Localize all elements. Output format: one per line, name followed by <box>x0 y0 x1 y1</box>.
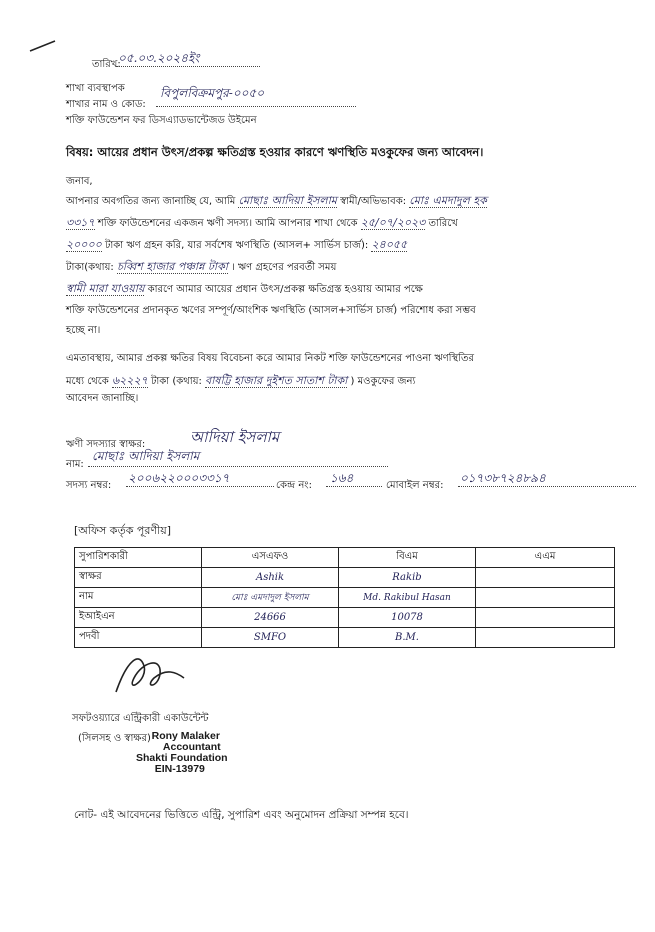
am-name <box>476 588 615 608</box>
para1-text-2: স্বামী/অভিভাবক: <box>340 196 407 207</box>
para1-text-9: শক্তি ফাউন্ডেশনের প্রদানকৃত ঋণের সম্পূর্ণ/আংশিক ঋণস্থিতি (আসল+সার্ভিস চার্জ) পরিশোধ করা সম্ভব <box>66 305 476 316</box>
para2-text-4: ) মওকুফের জন্য <box>350 376 416 387</box>
para2-text-1: এমতাবস্থায়, আমার প্রকল্প ক্ষতির বিষয় বিবেচনা করে আমার নিকট শক্তি ফাউন্ডেশনের পাওনা ঋণস্থিতির <box>66 353 475 364</box>
stamp-name: Rony Malaker <box>151 730 220 742</box>
para1-line1 <box>66 190 487 213</box>
subject-line: বিষয়: আয়ের প্রধান উৎস/প্রকল্প ক্ষতিগ্রস্ত হওয়ার কারণে ঋণস্থিতি মওকুফের জন্য আবেদন। <box>66 145 484 159</box>
table-row <box>75 588 615 608</box>
organization-name: শক্তি ফাউন্ডেশন ফর ডিসএ্যাডভান্টেজড উইমেন <box>66 115 257 126</box>
para1-text-10: হচ্ছে না। <box>66 325 101 336</box>
row-label-designation: পদবী <box>75 628 202 648</box>
waive-words-fill: বাষট্টি হাজার দুইশত সাতাশ টাকা <box>205 374 348 387</box>
office-table <box>74 547 615 648</box>
accountant-stamp <box>136 730 228 775</box>
bm-ein: 10078 <box>339 608 476 628</box>
center-number-label: কেন্দ্র নং: <box>276 480 312 491</box>
table-row <box>75 628 615 648</box>
waive-amount-fill: ৬২২২৭ <box>112 374 148 387</box>
sfo-name: মোঃ এমদাদুল ইসলাম <box>202 588 339 608</box>
para1-text-8: কারণে আমার আয়ের প্রধান উৎস/প্রকল্প ক্ষতিগ্রস্ত হওয়ায় আমার পক্ষে <box>147 284 423 295</box>
member-number-value: ২০০৬২২০০০৩৩১৭ <box>128 471 230 485</box>
am-ein <box>476 608 615 628</box>
accountant-signature <box>104 648 190 700</box>
header-am: এএম <box>476 548 615 568</box>
row-label-signature: স্বাক্ষর <box>75 568 202 588</box>
guardian-fill: মোঃ এমদাদুল হক <box>409 194 487 207</box>
header-recommender: সুপারিশকারী <box>75 548 202 568</box>
reason-fill: স্বামী মারা যাওয়ায় <box>66 282 145 295</box>
para2-text-3: টাকা (কথায়: <box>150 376 202 387</box>
para1-line3 <box>66 234 407 257</box>
sfo-ein: 24666 <box>202 608 339 628</box>
member-name-value: মোছাঃ আদিয়া ইসলাম <box>92 449 200 463</box>
para1-text-6: টাকা(কথায়: <box>66 262 114 273</box>
branch-label: শাখার নাম ও কোড: <box>66 99 146 110</box>
para1-text-7: । ঋণ গ্রহণের পরবর্তী সময় <box>231 262 337 273</box>
loan-amount-fill: ২০০০০ <box>66 238 102 251</box>
am-signature <box>476 568 615 588</box>
branch-value: বিপুলবিক্রমপুর-০০৫০ <box>160 86 265 100</box>
para1-line5 <box>66 278 423 301</box>
para1-text-1: আপনার অবগতির জন্য জানাচ্ছি যে, আমি <box>66 196 236 207</box>
pen-stroke-mark <box>28 38 58 54</box>
para2-text-5: আবেদন জানাচ্ছি। <box>66 393 139 404</box>
outstanding-words-fill: চব্বিশ হাজার পঞ্চান্ন টাকা <box>116 260 228 273</box>
salutation: জনাব, <box>66 176 93 187</box>
center-number-value: ১৬৪ <box>330 471 354 485</box>
accountant-seal-note: (সিলসহ ও স্বাক্ষর) <box>78 733 151 744</box>
member-signature-label: ঋণী সদস্যার স্বাক্ষর: <box>66 439 146 450</box>
date-label: তারিখ: <box>92 59 121 70</box>
para1-line2 <box>66 212 458 235</box>
para1-text-4: তারিখে <box>428 218 458 229</box>
date-value: ০৫.০৩.২০২৪ইং <box>118 51 200 65</box>
outstanding-fill: ২৪০৫৫ <box>371 238 408 251</box>
accountant-title: সফটওয়্যারে এন্ট্রিকারী একাউন্টেন্ট <box>72 713 209 724</box>
member-name-label: নাম: <box>66 459 84 470</box>
loan-date-fill: ২৫/০৭/২০২৩ <box>360 216 426 229</box>
member-number-label: সদস্য নম্বর: <box>66 480 112 491</box>
office-table-header <box>75 548 615 568</box>
header-bm: বিএম <box>339 548 476 568</box>
footer-note: নোট- এই আবেদনের ভিত্তিতে এন্ট্রি, সুপারিশ এবং অনুমোদন প্রক্রিয়া সম্পন্ন হবে। <box>74 809 409 821</box>
para1-line4 <box>66 256 336 279</box>
row-label-name: নাম <box>75 588 202 608</box>
addressee-title: শাখা ব্যবস্থাপক <box>66 83 125 94</box>
para1-text-5: টাকা ঋণ গ্রহন করি, যার সর্বশেষ ঋণস্থিতি (আসল+ সার্ভিস চার্জ): <box>104 240 369 251</box>
table-row <box>75 568 615 588</box>
para1-text-3: শক্তি ফাউন্ডেশনের একজন ঋণী সদস্য। আমি আপনার শাখা থেকে <box>97 218 358 229</box>
row-label-ein: ইআইএন <box>75 608 202 628</box>
bm-designation: B.M. <box>339 628 476 648</box>
member-no-fill: ৩৩১৭ <box>66 216 95 229</box>
sfo-designation: SMFO <box>202 628 339 648</box>
member-signature: আদিয়া ইসলাম <box>190 428 280 446</box>
bm-signature: Rakib <box>339 568 476 588</box>
mobile-value: ০১৭৩৮৭২৪৮৯৪ <box>460 471 546 485</box>
bm-name: Md. Rakibul Hasan <box>339 588 476 608</box>
header-sfo: এসএফও <box>202 548 339 568</box>
sfo-signature: Ashik <box>202 568 339 588</box>
member-name-fill: মোছাঃ আদিয়া ইসলাম <box>238 194 337 207</box>
mobile-label: মোবাইল নম্বর: <box>386 480 444 491</box>
table-row <box>75 608 615 628</box>
stamp-org: Shakti Foundation <box>136 752 228 764</box>
stamp-ein: EIN-13979 <box>154 763 205 775</box>
para2-text-2: মধ্যে থেকে <box>66 376 109 387</box>
office-use-heading: [অফিস কর্তৃক পূরণীয়] <box>74 524 171 537</box>
stamp-title: Accountant <box>162 741 221 753</box>
am-designation <box>476 628 615 648</box>
